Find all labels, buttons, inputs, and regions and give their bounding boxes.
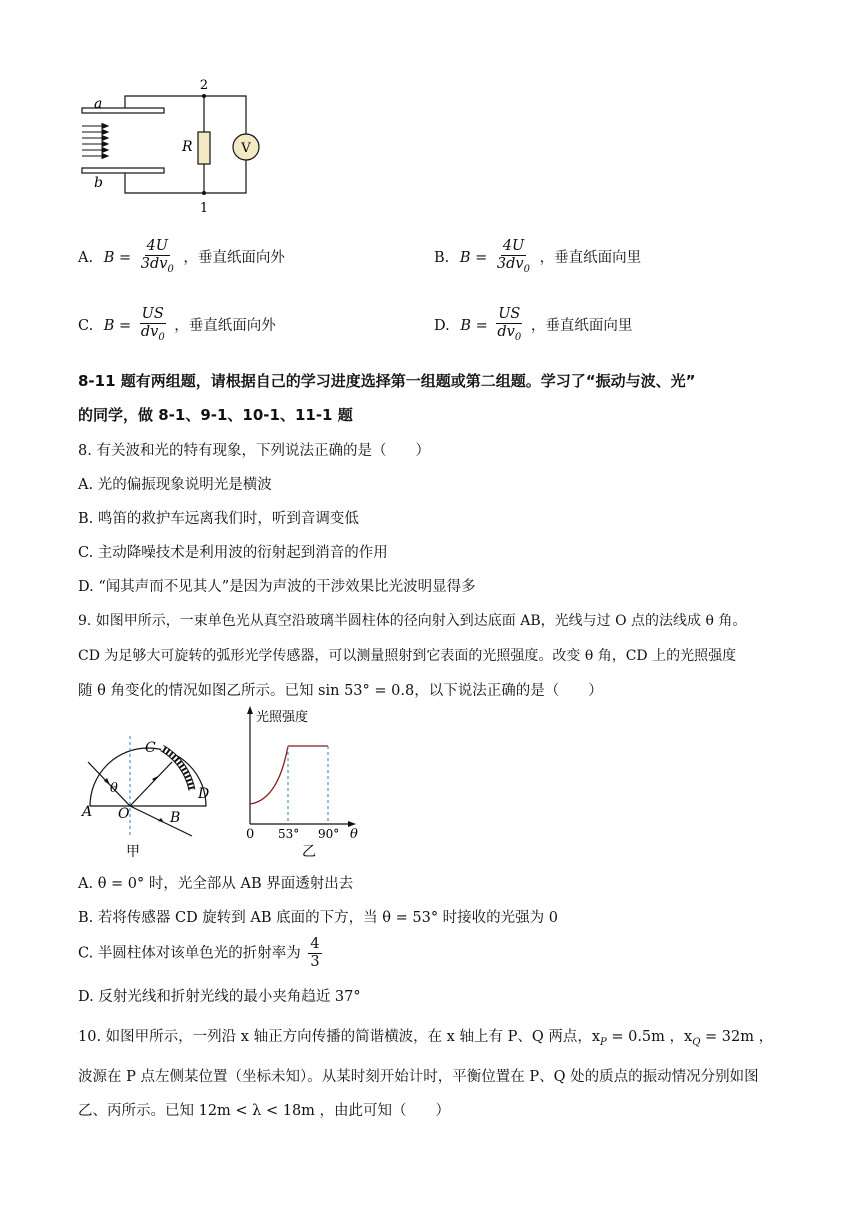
option-letter: B. [434, 249, 450, 266]
direction-text: ，垂直纸面向里 [530, 317, 633, 334]
q7-option-a[interactable] [78, 238, 285, 278]
resistor-label: R [182, 139, 193, 155]
q10-stem-line3: 乙、丙所示。已知 12m < λ < 18m ，由此可知（ ） [78, 1103, 451, 1119]
plate-b [82, 168, 164, 173]
q9-stem-line2: CD 为足够大可旋转的弧形光学传感器，可以测量照射到它表面的光照强度。改变 θ 角，CD 上的光照强度 [78, 648, 737, 664]
formula-lhs: B = [460, 317, 488, 334]
voltmeter-label: V [241, 141, 251, 156]
figure-yi-graph [240, 704, 370, 862]
plate-b-label: b [94, 175, 103, 191]
q8-option-c[interactable]: C. 主动降噪技术是利用波的衍射起到消音的作用 [78, 545, 388, 561]
formula-fraction: $\frac{US}{dv_0}$ [497, 306, 522, 343]
direction-text: ，垂直纸面向外 [174, 317, 276, 334]
label-theta: θ [110, 781, 118, 796]
tick-90: 90° [318, 827, 340, 841]
caption-yi: 乙 [302, 844, 316, 860]
formula-lhs: B = [103, 317, 132, 334]
q9-option-a[interactable]: A. θ = 0° 时，光全部从 AB 界面透射出去 [78, 876, 354, 892]
y-axis-label: 光照强度 [256, 710, 309, 725]
label-B: B [170, 810, 181, 826]
figure-jia-semicircle [80, 732, 220, 860]
formula-fraction: $\frac{4U}{3dv_0}$ [140, 238, 174, 275]
q9-stem-line1: 9. 如图甲所示，一束单色光从真空沿玻璃半圆柱体的径向射入到达底面 AB，光线与过 O 点的法线成 θ 角。 [78, 613, 747, 629]
formula-fraction: $\frac{4U}{3dv_0}$ [496, 238, 530, 275]
origin-label: 0 [246, 827, 255, 842]
q10-stem-line2: 波源在 P 点左侧某位置（坐标未知）。从某时刻开始计时，平衡位置在 P、Q 处的质点的振动情况分别如图 [78, 1069, 759, 1085]
q7-option-c[interactable] [78, 306, 276, 346]
q10-stem-line1: 10. 如图甲所示，一列沿 x 轴正方向传播的简谐横波，在 x 轴上有 P、Q 两点，$x_P = 0.5m$ ，$x_Q = 32m$ ， [78, 1029, 774, 1048]
q7-option-b[interactable] [434, 238, 641, 278]
option-letter: D. [434, 317, 450, 334]
option-letter: C. [78, 317, 94, 334]
caption-jia: 甲 [126, 844, 140, 860]
node-2-label: 2 [199, 78, 209, 93]
q9-option-d[interactable]: D. 反射光线和折射光线的最小夹角趋近 37° [78, 989, 361, 1005]
circuit-diagram [70, 72, 270, 217]
q8-option-a[interactable]: A. 光的偏振现象说明光是横波 [78, 477, 272, 493]
label-C: C [145, 740, 156, 756]
q9-stem-line3: 随 θ 角变化的情况如图乙所示。已知 sin 53° = 0.8，以下说法正确的是（ ） [78, 683, 603, 699]
node-1-label: 1 [199, 201, 209, 216]
q9-option-c[interactable]: C. 半圆柱体对该单色光的折射率为 $\frac{4}{3}$ [78, 936, 320, 970]
direction-text: ，垂直纸面向里 [539, 249, 642, 266]
particle-beam-arrows [82, 124, 108, 159]
label-D: D [198, 786, 210, 802]
label-A: A [82, 804, 93, 820]
direction-text: ，垂直纸面向外 [183, 249, 285, 266]
plate-a-label: a [94, 96, 103, 112]
q8-option-d[interactable]: D. “闻其声而不见其人”是因为声波的干涉效果比光波明显得多 [78, 579, 476, 595]
q9-option-b[interactable]: B. 若将传感器 CD 旋转到 AB 底面的下方，当 θ = 53° 时接收的光强为 0 [78, 910, 559, 926]
option-letter: A. [78, 249, 94, 266]
resistor-R [198, 132, 210, 164]
section-header-line2: 的同学，做 8-1、9-1、10-1、11-1 题 [78, 406, 353, 424]
label-O: O [118, 806, 130, 822]
section-header-line1: 8-11 题有两组题，请根据自己的学习进度选择第一组题或第二组题。学习了“振动与波、光” [78, 372, 696, 390]
formula-lhs: B = [103, 249, 132, 266]
tick-53: 53° [278, 827, 300, 841]
formula-lhs: B = [459, 249, 488, 266]
q7-option-d[interactable] [434, 306, 632, 346]
q8-option-b[interactable]: B. 鸣笛的救护车远离我们时，听到音调变低 [78, 511, 359, 527]
x-axis-label: θ [350, 827, 358, 842]
formula-fraction: $\frac{US}{dv_0}$ [140, 306, 165, 343]
refractive-index-fraction: $\frac{4}{3}$ [310, 936, 320, 970]
q8-stem: 8. 有关波和光的特有现象，下列说法正确的是（ ） [78, 443, 430, 459]
